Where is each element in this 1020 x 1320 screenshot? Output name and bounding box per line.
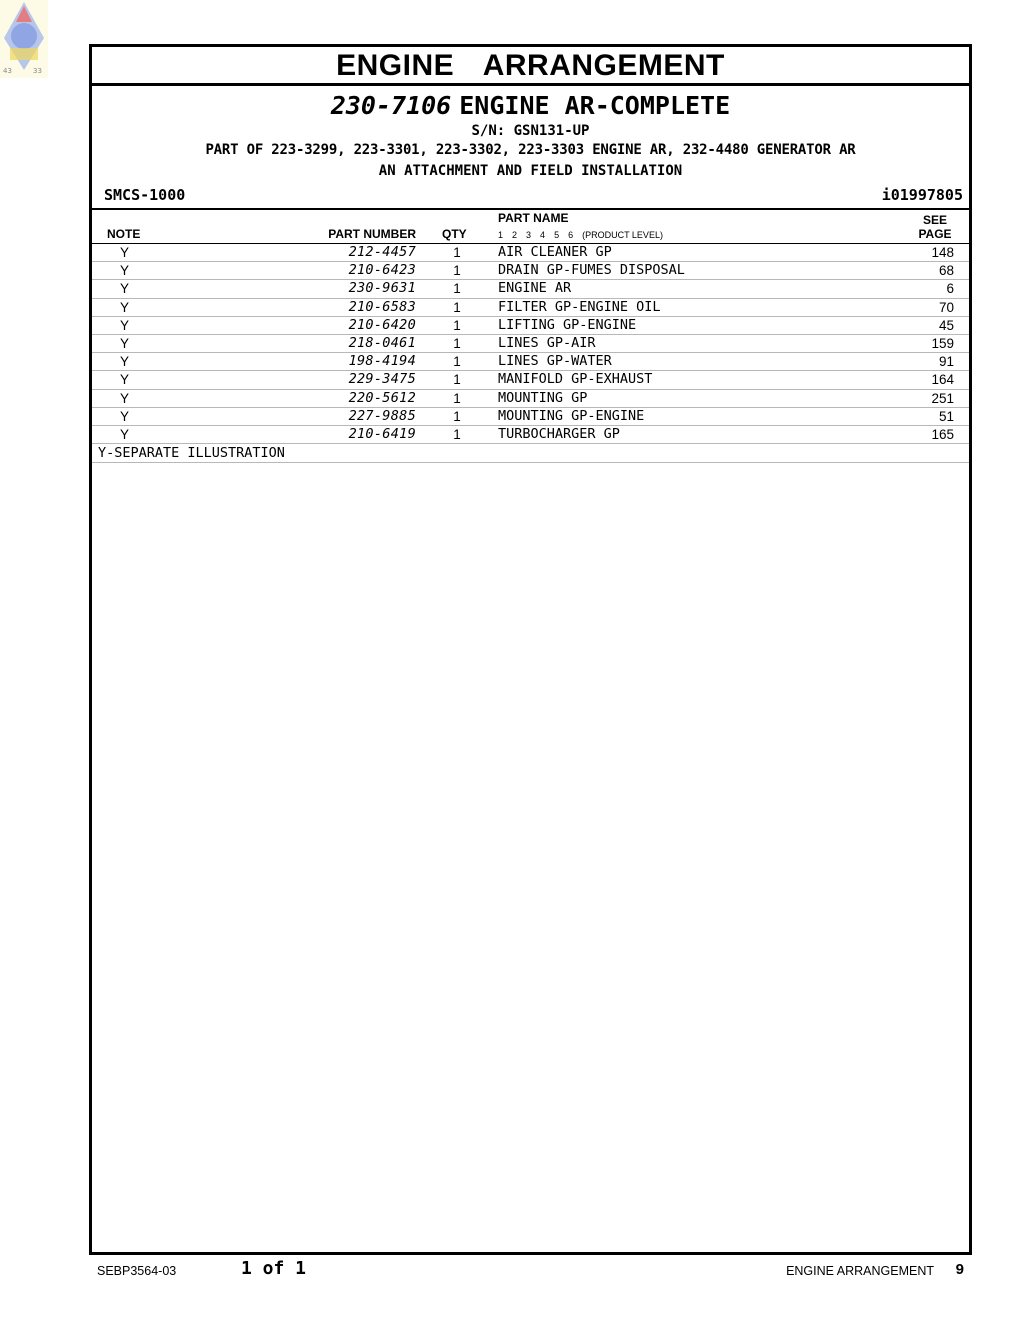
- product-level-label: (PRODUCT LEVEL): [582, 230, 663, 240]
- row-qty: 1: [453, 245, 461, 260]
- row-part-name: DRAIN GP-FUMES DISPOSAL: [498, 262, 685, 279]
- column-header-see: SEE: [922, 213, 947, 227]
- row-see-page: 165: [931, 426, 954, 442]
- row-see-page: 45: [938, 317, 954, 333]
- table-row: [92, 426, 969, 444]
- row-qty: 1: [453, 390, 461, 406]
- product-level-1: 1: [498, 230, 504, 240]
- table-row: [92, 299, 969, 317]
- row-note: Y: [120, 317, 130, 333]
- table-row: [92, 371, 969, 389]
- row-qty: 1: [453, 281, 461, 297]
- row-see-page: 91: [938, 354, 954, 370]
- row-part-number: 210-6423: [348, 262, 416, 279]
- row-part-name: TURBOCHARGER GP: [498, 425, 620, 442]
- page-frame: [89, 44, 972, 1255]
- document-number: SEBP3564-03: [97, 1264, 177, 1278]
- row-part-number: 210-6583: [348, 298, 416, 315]
- serial-number: S/N: GSN131-UP: [471, 123, 590, 139]
- row-part-number: 212-4457: [348, 244, 416, 260]
- row-part-number: 229-3475: [348, 371, 416, 388]
- header-divider: [92, 208, 969, 210]
- logo-number-left: 43: [3, 67, 12, 75]
- row-note: Y: [120, 390, 130, 406]
- table-row: [92, 390, 969, 408]
- row-note: Y: [120, 245, 130, 260]
- row-see-page: 159: [931, 335, 954, 351]
- row-note: Y: [120, 281, 130, 297]
- product-level-5: 5: [554, 230, 560, 240]
- row-qty: 1: [453, 263, 461, 279]
- row-see-page: 164: [931, 372, 954, 388]
- row-part-name: MOUNTING GP: [498, 389, 588, 406]
- product-level-6: 6: [568, 230, 574, 240]
- column-header-note: NOTE: [107, 227, 141, 241]
- page-number: 9: [955, 1261, 964, 1278]
- row-part-name: LIFTING GP-ENGINE: [498, 316, 637, 333]
- footer-section-title: ENGINE ARRANGEMENT: [786, 1264, 934, 1278]
- row-part-name: MANIFOLD GP-EXHAUST: [498, 371, 653, 388]
- page-count: 1 of 1: [241, 1258, 307, 1279]
- assembly-part-name: ENGINE AR-COMPLETE: [459, 91, 731, 120]
- row-part-number: 210-6420: [348, 316, 416, 333]
- row-qty: 1: [453, 299, 461, 315]
- row-qty: 1: [453, 408, 461, 424]
- assembly-heading: [92, 91, 969, 121]
- row-note: Y: [120, 354, 130, 370]
- row-part-name: AIR CLEANER GP: [498, 244, 612, 260]
- row-part-name: FILTER GP-ENGINE OIL: [498, 298, 661, 315]
- row-qty: 1: [453, 354, 461, 370]
- logo-number-right: 33: [33, 67, 42, 75]
- row-part-name: MOUNTING GP-ENGINE: [498, 407, 645, 424]
- title-bar: [92, 47, 969, 86]
- row-qty: 1: [453, 317, 461, 333]
- product-levels: [498, 230, 672, 241]
- row-part-name: ENGINE AR: [498, 280, 572, 297]
- attachment-line: AN ATTACHMENT AND FIELD INSTALLATION: [378, 163, 683, 179]
- row-qty: 1: [453, 335, 461, 351]
- table-row: [92, 280, 969, 298]
- row-part-number: 220-5612: [348, 389, 416, 406]
- part-of-line: PART OF 223-3299, 223-3301, 223-3302, 223-3303 ENGINE AR, 232-4480 GENERATOR AR: [205, 142, 856, 158]
- row-part-number: 210-6419: [348, 425, 416, 442]
- row-see-page: 51: [938, 408, 954, 424]
- row-note: Y: [120, 263, 130, 279]
- row-see-page: 70: [938, 299, 954, 315]
- table-row: [92, 244, 969, 262]
- product-level-3: 3: [526, 230, 532, 240]
- row-see-page: 251: [931, 390, 954, 406]
- column-header-part-name: PART NAME: [498, 211, 569, 225]
- row-part-name: LINES GP-AIR: [498, 334, 596, 351]
- row-part-number: 198-4194: [348, 353, 416, 370]
- product-level-4: 4: [540, 230, 546, 240]
- column-header-part-number: PART NUMBER: [328, 227, 416, 241]
- row-note: Y: [120, 299, 130, 315]
- logo-icon: [0, 0, 48, 78]
- table-row: [92, 317, 969, 335]
- row-see-page: 68: [938, 263, 954, 279]
- row-note: Y: [120, 426, 130, 442]
- parts-table: [92, 244, 969, 463]
- separate-illustration-note: Y-SEPARATE ILLUSTRATION: [92, 444, 969, 463]
- table-row: [92, 262, 969, 280]
- page-title: ENGINE ARRANGEMENT: [336, 49, 725, 82]
- row-see-page: 6: [946, 281, 954, 297]
- row-qty: 1: [453, 372, 461, 388]
- column-header-page: PAGE: [918, 227, 952, 241]
- table-row: [92, 335, 969, 353]
- table-row: [92, 408, 969, 426]
- row-part-name: LINES GP-WATER: [498, 353, 612, 370]
- column-header-qty: QTY: [442, 227, 467, 241]
- row-part-number: 218-0461: [348, 334, 416, 351]
- row-note: Y: [120, 335, 130, 351]
- row-qty: 1: [453, 426, 461, 442]
- table-row: [92, 353, 969, 371]
- row-note: Y: [120, 408, 130, 424]
- assembly-part-number: 230-7106: [330, 91, 452, 120]
- product-level-2: 2: [512, 230, 518, 240]
- row-part-number: 227-9885: [348, 407, 416, 424]
- illustration-id: i01997805: [881, 186, 963, 204]
- row-see-page: 148: [931, 245, 954, 260]
- smcs-code: SMCS-1000: [104, 186, 186, 204]
- row-part-number: 230-9631: [348, 280, 416, 297]
- row-note: Y: [120, 372, 130, 388]
